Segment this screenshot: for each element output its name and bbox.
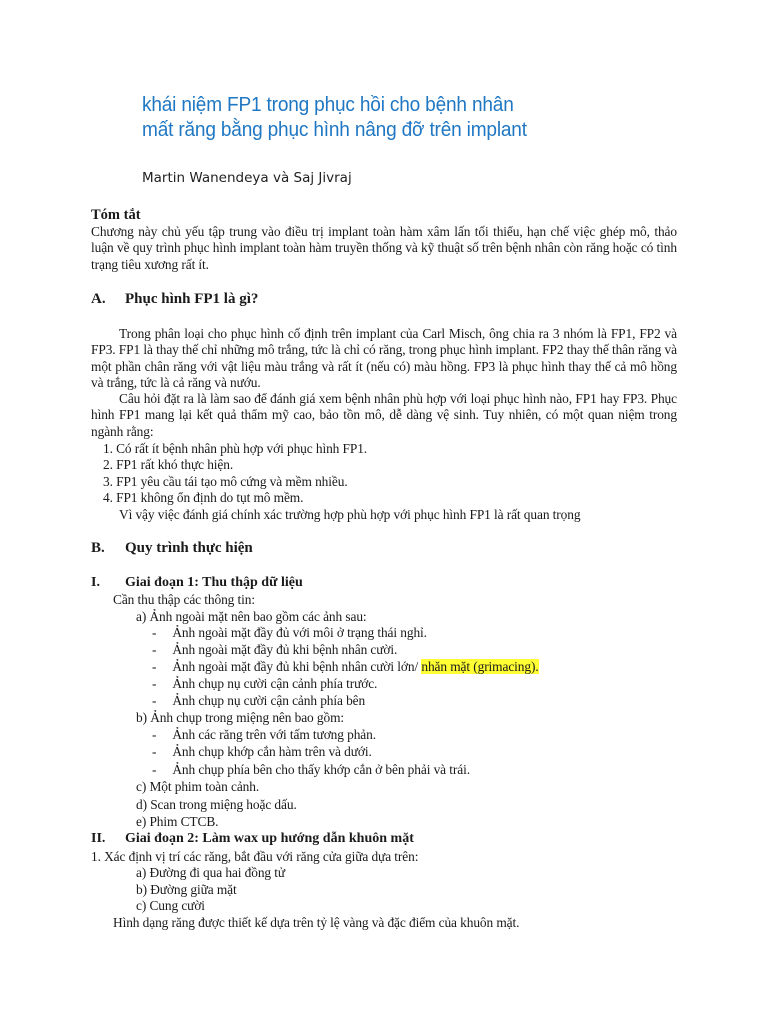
list-item: 4. FP1 không ổn định do tụt mô mềm. [103,490,304,505]
bullet-text: Ảnh chụp khớp cắn hàm trên và dưới. [172,744,372,759]
highlighted-text: nhăn mặt (grimacing). [421,659,539,674]
bullet-item [152,693,365,709]
list-item-a: a) Ảnh ngoài mặt nên bao gồm các ảnh sau: [136,609,367,624]
dash: - [152,693,157,708]
list-item: 3. FP1 yêu cầu tái tạo mô cứng và mềm nhiều. [103,474,348,489]
stage-1-title: Giai đoạn 1: Thu thập dữ liệu [125,575,303,590]
bullet-text: Ảnh chụp phía bên cho thấy khớp cắn ở bên phải và trái. [172,762,470,777]
bullet-item [152,659,539,675]
bullet-text: Ảnh chụp nụ cười cận cảnh phía bên [172,693,366,708]
dash: - [152,642,157,657]
bullet-item [152,744,372,760]
list-item: a) Đường đi qua hai đồng tử [136,865,286,880]
bullet-item [152,625,427,641]
stage-2-heading [91,831,414,847]
section-a-number: A. [91,291,106,307]
stage-2-title: Giai đoạn 2: Làm wax up hướng dẫn khuôn mặt [125,831,414,846]
section-b-number: B. [91,540,105,556]
dash: - [152,659,157,674]
list-item: 1. Có rất ít bệnh nhân phù hợp với phục hình FP1. [103,441,368,456]
stage-1-heading [91,575,303,591]
list-item-d: d) Scan trong miệng hoặc dấu. [136,797,297,812]
list-item-b: b) Ảnh chụp trong miệng nên bao gồm: [136,710,345,725]
bullet-text: Ảnh chụp nụ cười cận cảnh phía trước. [172,676,378,691]
section-a-paragraph-1: Trong phân loại cho phục hình cố định trên implant của Carl Misch, ông chia ra 3 nhóm là FP1, FP2 và FP3. FP1 là thay thế chỉ những mô trắng, tức là chỉ có răng, trong phục hình implant. FP2 thay thế thân răng và một phần chân răng với vật liệu màu trắng và rất ít (nếu có) màu hồng. FP3 là phục hình thay thế cả mô hồng và trắng, tức là cả răng và nướu. [91,326,677,391]
stage-1-intro: Cần thu thập các thông tin: [113,592,255,607]
title-line-1: khái niệm FP1 trong phục hồi cho bệnh nhân [142,93,514,116]
authors: Martin Wanendeya và Saj Jivraj [142,170,352,186]
dash: - [152,625,157,640]
bullet-text: Ảnh ngoài mặt đầy đủ khi bệnh nhân cười. [172,642,398,657]
stage-2-closing: Hình dạng răng được thiết kế dựa trên tỷ lệ vàng và đặc điểm của khuôn mặt. [113,915,520,930]
list-item: c) Cung cười [136,898,205,913]
list-item: b) Đường giữa mặt [136,882,237,897]
stage-2-number: II. [91,831,106,846]
title-line-2: mất răng bằng phục hình nâng đỡ trên implant [142,118,527,141]
bullet-text: Ảnh các răng trên với tấm tương phản. [172,727,376,742]
document-title [142,92,663,142]
bullet-text: Ảnh ngoài mặt đầy đủ khi bệnh nhân cười lớn/ [172,659,422,674]
section-b-title: Quy trình thực hiện [125,540,253,556]
section-a-heading [91,291,258,308]
dash: - [152,727,157,742]
section-a-conclusion: Vì vậy việc đánh giá chính xác trường hợp phù hợp với phục hình FP1 là rất quan trọng [119,507,581,522]
stage-1-number: I. [91,575,100,590]
section-b-heading [91,540,253,557]
bullet-text: Ảnh ngoài mặt đầy đủ với môi ở trạng thái nghỉ. [172,625,427,640]
abstract-text: Chương này chủ yếu tập trung vào điều trị implant toàn hàm xâm lấn tối thiểu, hạn chế việc ghép mô, thảo luận về quy trình phục hình implant toàn hàm truyền thống và kỹ thuật số trên bệnh nhân còn răng hoặc có tình trạng tiêu xương rất ít. [91,224,677,272]
stage-2-item-1: 1. Xác định vị trí các răng, bắt đầu với răng cửa giữa dựa trên: [91,849,419,864]
abstract-heading: Tóm tắt [91,207,141,223]
section-a-title: Phục hình FP1 là gì? [125,291,259,307]
bullet-item [152,676,377,692]
dash: - [152,762,157,777]
bullet-item [152,727,376,743]
list-item-e: e) Phim CTCB. [136,814,219,829]
bullet-item [152,642,397,658]
section-a-paragraph-2: Câu hỏi đặt ra là làm sao để đánh giá xem bệnh nhân phù hợp với loại phục hình nào, FP1 hay FP3. Phục hình FP1 mang lại kết quả thẩm mỹ cao, bảo tồn mô, dễ dàng vệ sinh. Tuy nhiên, có một quan niệm trong ngành rằng: [91,391,677,439]
list-item: 2. FP1 rất khó thực hiện. [103,457,234,472]
dash: - [152,676,157,691]
list-item-c: c) Một phim toàn cảnh. [136,779,260,794]
bullet-item [152,762,470,778]
dash: - [152,744,157,759]
